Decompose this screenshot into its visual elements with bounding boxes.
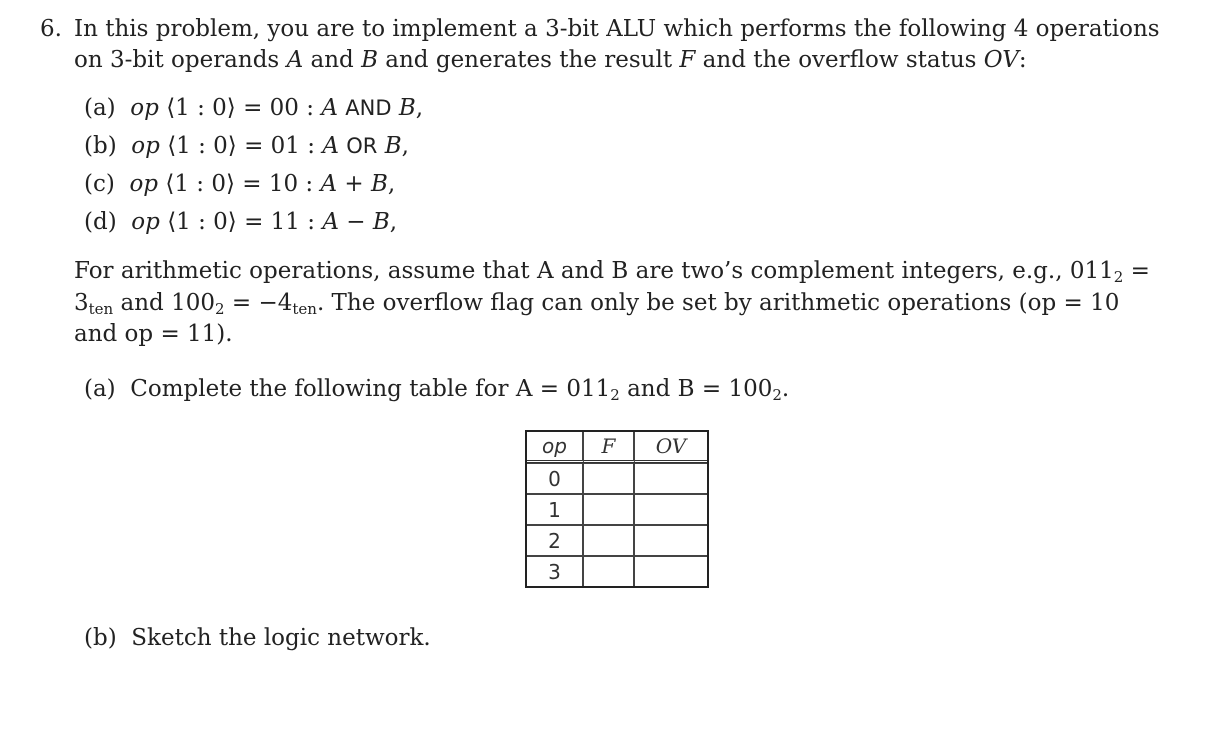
operation-item: (b) op ⟨1 : 0⟩ = 01 : A OR B, xyxy=(84,133,409,159)
operation-item: (a) op ⟨1 : 0⟩ = 00 : A AND B, xyxy=(84,95,424,121)
arith-line1: For arithmetic operations, assume that A and B are two’s complement integers, e.g., $011_2$ = xyxy=(74,258,1150,286)
header-ov: OV xyxy=(635,432,707,463)
table-row xyxy=(527,524,707,555)
arith-line3: and op = 11). xyxy=(74,321,233,347)
table-row xyxy=(527,555,707,586)
cell-ov[interactable] xyxy=(635,493,707,524)
header-f: F xyxy=(584,432,635,463)
part-a-text: (a) Complete the following table for $A = 011_2$ and $B = 100_2$. xyxy=(84,376,790,404)
part-b-text: (b) Sketch the logic network. xyxy=(84,625,431,651)
table-row xyxy=(527,493,707,524)
cell-op: 3 xyxy=(527,555,584,586)
cell-op: 0 xyxy=(527,463,584,493)
answer-table xyxy=(525,430,709,588)
table-header-row xyxy=(527,432,707,463)
cell-f[interactable] xyxy=(584,524,635,555)
problem-intro-line1: In this problem, you are to implement a 3-bit ALU which performs the following 4 operations xyxy=(74,16,1160,42)
arith-line2: $3_{ten}$ and $100_2 = -4_{ten}$. The overflow flag can only be set by arithmetic operations (op = 10 xyxy=(74,290,1120,318)
operation-item: (c) op ⟨1 : 0⟩ = 10 : A + B, xyxy=(84,171,396,197)
cell-f[interactable] xyxy=(584,555,635,586)
cell-op: 2 xyxy=(527,524,584,555)
cell-ov[interactable] xyxy=(635,524,707,555)
cell-ov[interactable] xyxy=(635,463,707,493)
problem-intro-line2: on 3-bit operands A and B and generates the result F and the overflow status OV: xyxy=(74,47,1027,73)
cell-f[interactable] xyxy=(584,493,635,524)
operation-item: (d) op ⟨1 : 0⟩ = 11 : A − B, xyxy=(84,209,398,235)
cell-op: 1 xyxy=(527,493,584,524)
cell-ov[interactable] xyxy=(635,555,707,586)
table-row xyxy=(527,463,707,493)
header-op: op xyxy=(527,432,584,463)
cell-f[interactable] xyxy=(584,463,635,493)
problem-number: 6. xyxy=(40,16,62,42)
